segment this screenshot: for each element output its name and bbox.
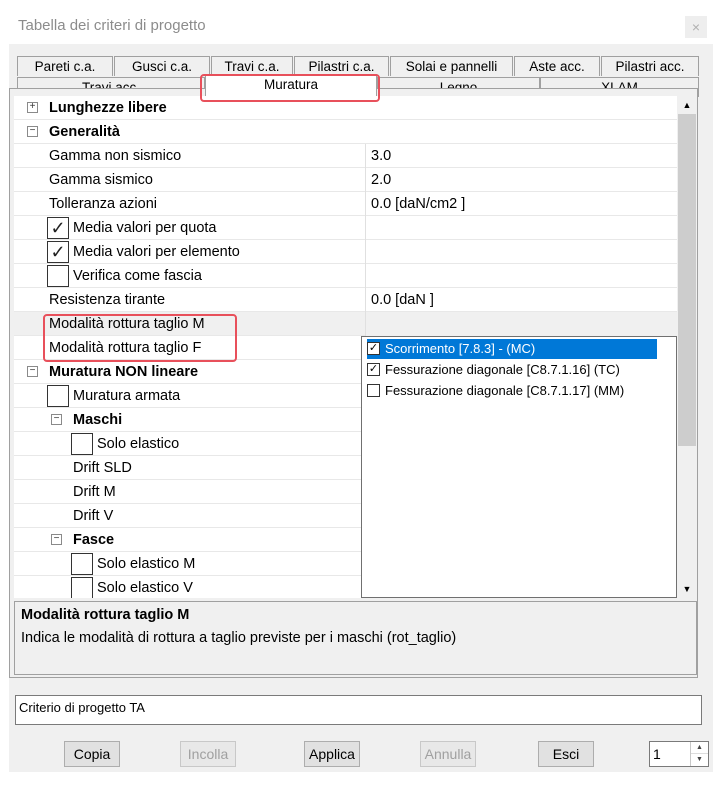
row-value[interactable]: 0.0 [daN/cm2 ]	[365, 192, 678, 216]
checkbox-checked-icon[interactable]: ✓	[368, 342, 379, 355]
collapse-icon[interactable]: −	[27, 126, 38, 137]
tab-muratura[interactable]: Muratura	[205, 74, 377, 96]
description-panel	[14, 601, 697, 675]
row-label: Modalità rottura taglio F	[49, 340, 202, 356]
row-label: Fasce	[73, 532, 115, 548]
row-value[interactable]	[365, 240, 678, 264]
row-label: Tolleranza azioni	[49, 196, 158, 212]
dropdown-item-label: Scorrimento [7.8.3] - (MC)	[385, 341, 536, 356]
row-label: Media valori per elemento	[73, 244, 240, 260]
row-label: Drift M	[73, 484, 116, 500]
grid-row-media-valori-elemento[interactable]	[14, 240, 678, 264]
rottura-taglio-dropdown-list[interactable]	[361, 336, 677, 598]
tab-pareti-ca[interactable]: Pareti c.a.	[17, 56, 113, 76]
dropdown-item-label: Fessurazione diagonale [C8.7.1.16] (TC)	[385, 362, 620, 377]
checkbox-unchecked-icon[interactable]	[71, 553, 93, 575]
grid-row-gamma-sismico[interactable]	[14, 168, 678, 192]
dropdown-item-scorrimento[interactable]	[367, 339, 657, 359]
checkbox-checked-icon[interactable]: ✓	[368, 363, 379, 376]
dropdown-item-fessurazione-tc[interactable]	[367, 360, 657, 380]
scroll-down-icon[interactable]: ▼	[682, 584, 692, 594]
row-value[interactable]	[365, 264, 678, 288]
spinner-value[interactable]: 1	[653, 746, 661, 762]
grid-row-generalita[interactable]	[14, 120, 678, 144]
description-body: Indica le modalità di rottura a taglio previste per i maschi (rot_taglio)	[21, 630, 457, 646]
dropdown-item-fessurazione-mm[interactable]	[367, 381, 657, 401]
exit-button[interactable]: Esci	[538, 741, 594, 767]
checkbox-unchecked-icon[interactable]	[367, 384, 380, 397]
row-value[interactable]: 3.0	[365, 144, 678, 168]
row-label: Muratura NON lineare	[49, 364, 199, 380]
criteria-number-spinner[interactable]	[649, 741, 709, 767]
checkbox-checked-icon[interactable]: ✓	[47, 217, 69, 239]
row-label: Modalità rottura taglio M	[49, 316, 205, 332]
row-label: Drift SLD	[73, 460, 132, 476]
grid-row-media-valori-quota[interactable]	[14, 216, 678, 240]
row-label: Solo elastico V	[97, 580, 193, 596]
annotation-highlight-tab	[200, 74, 380, 102]
copy-button[interactable]: Copia	[64, 741, 120, 767]
grid-row-resistenza-tirante[interactable]	[14, 288, 678, 312]
row-label: Gamma non sismico	[49, 148, 182, 164]
spin-down-icon[interactable]: ▼	[696, 756, 703, 763]
collapse-icon[interactable]: −	[51, 414, 62, 425]
grid-row-gamma-non-sismico[interactable]	[14, 144, 678, 168]
checkbox-checked-icon[interactable]: ✓	[47, 241, 69, 263]
row-label: Verifica come fascia	[73, 268, 202, 284]
row-label: Solo elastico	[97, 436, 180, 452]
row-value[interactable]: 2.0	[365, 168, 678, 192]
criteria-name-field[interactable]: Criterio di progetto TA	[15, 695, 702, 725]
collapse-icon[interactable]: −	[27, 366, 38, 377]
checkbox-unchecked-icon[interactable]	[71, 577, 93, 598]
paste-button[interactable]: Incolla	[180, 741, 236, 767]
spin-up-icon[interactable]: ▲	[691, 742, 708, 754]
row-label: Media valori per quota	[73, 220, 217, 236]
row-label: Resistenza tirante	[49, 292, 166, 308]
checkbox-unchecked-icon[interactable]	[47, 265, 69, 287]
row-value[interactable]	[365, 216, 678, 240]
grid-scrollbar[interactable]	[677, 96, 697, 598]
expand-icon[interactable]: +	[27, 102, 38, 113]
spinner-buttons	[690, 742, 708, 766]
row-label: Solo elastico M	[97, 556, 196, 572]
annotation-highlight-rows	[43, 314, 237, 362]
checkbox-unchecked-icon[interactable]	[71, 433, 93, 455]
row-value[interactable]: 0.0 [daN ]	[365, 288, 678, 312]
apply-button[interactable]: Applica	[304, 741, 360, 767]
row-label: Muratura armata	[73, 388, 181, 404]
description-title: Modalità rottura taglio M	[21, 607, 190, 623]
tab-gusci-ca[interactable]: Gusci c.a.	[114, 56, 210, 76]
tab-aste-acc[interactable]: Aste acc.	[514, 56, 600, 76]
checkbox-unchecked-icon[interactable]	[47, 385, 69, 407]
dropdown-item-label: Fessurazione diagonale [C8.7.1.17] (MM)	[385, 383, 625, 398]
row-label: Generalità	[49, 124, 120, 140]
close-icon[interactable]: ×	[685, 16, 707, 38]
cancel-button[interactable]: Annulla	[420, 741, 476, 767]
tab-pilastri-ca[interactable]: Pilastri c.a.	[294, 56, 389, 76]
row-label: Drift V	[73, 508, 114, 524]
scroll-thumb[interactable]	[678, 114, 696, 446]
collapse-icon[interactable]: −	[51, 534, 62, 545]
tab-pilastri-acc[interactable]: Pilastri acc.	[601, 56, 699, 76]
grid-row-verifica-fascia[interactable]	[14, 264, 678, 288]
tab-travi-ca[interactable]: Travi c.a.	[211, 56, 293, 76]
window-title: Tabella dei criteri di progetto	[18, 17, 206, 34]
row-label: Lunghezze libere	[49, 100, 167, 116]
row-label: Gamma sismico	[49, 172, 153, 188]
grid-row-tolleranza-azioni[interactable]	[14, 192, 678, 216]
scroll-up-icon[interactable]: ▲	[682, 100, 692, 110]
row-label: Maschi	[73, 412, 123, 428]
title-bar	[9, 8, 713, 44]
tab-solai-pannelli[interactable]: Solai e pannelli	[390, 56, 513, 76]
row-value[interactable]	[365, 312, 678, 336]
